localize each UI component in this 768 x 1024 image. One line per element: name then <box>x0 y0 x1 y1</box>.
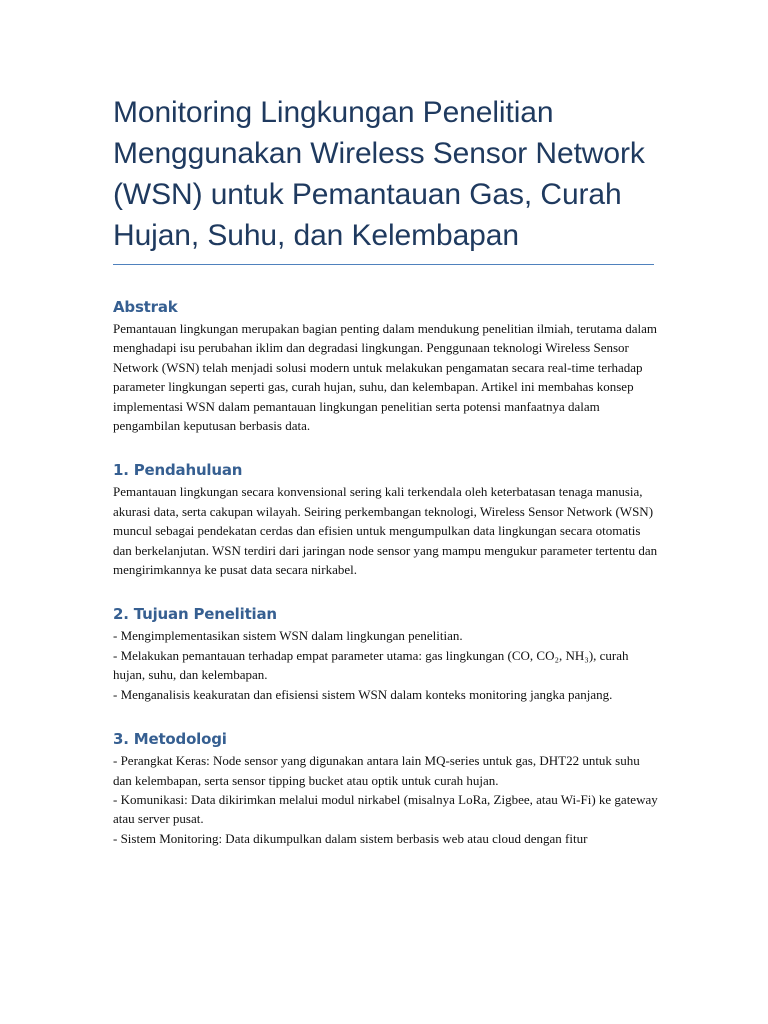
section-introduction <box>113 460 658 579</box>
methodology-item: - Perangkat Keras: Node sensor yang digunakan antara lain MQ-series untuk gas, DHT22 untuk suhu dan kelembapan, serta sensor tipping bucket atau optik untuk curah hujan. <box>113 753 640 788</box>
abstract-heading: Abstrak <box>113 298 178 316</box>
introduction-heading: 1. Pendahuluan <box>113 461 243 480</box>
document-page <box>113 92 658 848</box>
objective-item: - Melakukan pemantauan terhadap empat parameter utama: gas lingkungan (CO, CO₂, NH₃), curah hujan, suhu, dan kelembapan. <box>113 647 629 683</box>
methodology-item: - Sistem Monitoring: Data dikumpulkan dalam sistem berbasis web atau cloud dengan fitur <box>113 830 588 846</box>
section-methodology <box>113 729 658 848</box>
document-title: Monitoring Lingkungan Penelitian Menggunakan Wireless Sensor Network (WSN) untuk Pemantauan Gas, Curah Hujan, Suhu, dan Kelembapan <box>113 96 645 252</box>
title-divider <box>113 264 654 265</box>
methodology-item: - Komunikasi: Data dikirimkan melalui modul nirkabel (misalnya LoRa, Zigbee, atau Wi-Fi) ke gateway atau server pusat. <box>113 791 658 827</box>
objective-item: - Mengimplementasikan sistem WSN dalam lingkungan penelitian. <box>113 628 463 644</box>
abstract-text: Pemantauan lingkungan merupakan bagian penting dalam mendukung penelitian ilmiah, terutama dalam menghadapi isu perubahan iklim dan degradasi lingkungan. Penggunaan teknologi Wireless Sensor Network (WSN) telah menjadi solusi modern untuk melakukan pengamatan secara real-time terhadap parameter lingkungan seperti gas, curah hujan, suhu, dan kelembapan. Artikel ini membahas konsep implementasi WSN dalam pemantauan lingkungan penelitian serta potensi manfaatnya dalam pengambilan keputusan berbasis data. <box>113 321 658 434</box>
section-abstract <box>113 297 658 435</box>
objectives-list <box>113 626 658 704</box>
methodology-heading: 3. Metodologi <box>113 730 227 749</box>
section-objectives <box>113 604 658 704</box>
objective-item: - Menganalisis keakuratan dan efisiensi sistem WSN dalam konteks monitoring jangka panjang. <box>113 686 613 702</box>
objectives-heading: 2. Tujuan Penelitian <box>113 605 277 624</box>
introduction-text: Pemantauan lingkungan secara konvensional sering kali terkendala oleh keterbatasan tenaga manusia, akurasi data, serta cakupan wilayah. Seiring perkembangan teknologi, Wireless Sensor Network (WSN) muncul sebagai pendekatan cerdas dan efisien untuk mengumpulkan data lingkungan secara otomatis dan berkelanjutan. WSN terdiri dari jaringan node sensor yang mampu mengukur parameter tertentu dan mengirimkannya ke pusat data secara nirkabel. <box>113 484 658 578</box>
methodology-list <box>113 751 658 848</box>
